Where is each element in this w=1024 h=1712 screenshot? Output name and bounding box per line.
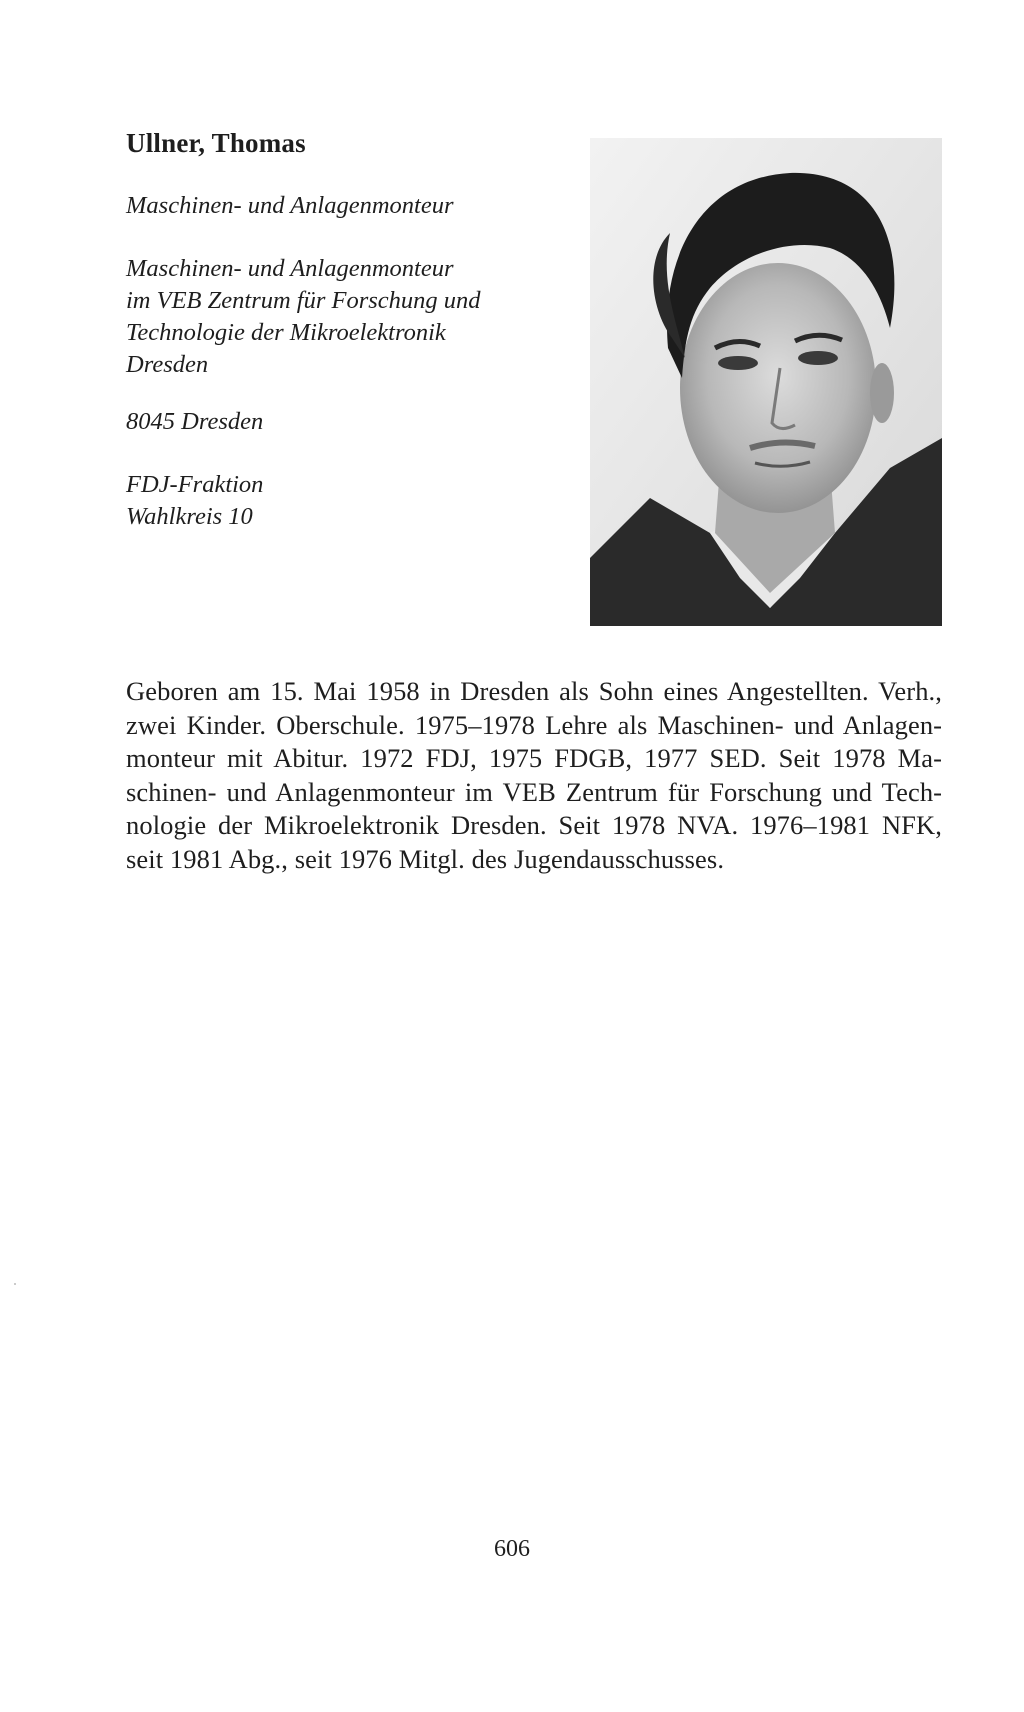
constituency: Wahlkreis 10 bbox=[126, 503, 253, 530]
employer-line: Maschinen- und Anlagenmonteur bbox=[126, 255, 454, 282]
occupation: Maschinen- und Anlagenmonteur bbox=[126, 192, 454, 219]
employer-line: im VEB Zentrum für Forschung und bbox=[126, 287, 481, 314]
scan-speck bbox=[14, 1283, 16, 1285]
employer bbox=[126, 253, 546, 381]
portrait-photo bbox=[590, 138, 942, 626]
biography: Geboren am 15. Mai 1958 in Dresden als Sohn eines Angestellten. Verh., zwei Kinder. Oberschule. 1975–1978 Lehre als Maschinen- und Anlagenmonteur mit Abitur. 1972 FDJ, 1975 FDGB, 1977 SED. Seit 1978 Maschinen- und Anlagenmonteur im VEB Zentrum für Forschung und Technologie der Mikroelektronik Dresden. Seit 1978 NVA. 1976–1981 NFK, seit 1981 Abg., seit 1976 Mitgl. des Jugendausschusses. bbox=[126, 676, 942, 874]
person-name: Ullner, Thomas bbox=[126, 128, 306, 158]
faction: FDJ-Fraktion bbox=[126, 471, 264, 498]
city: 8045 Dresden bbox=[126, 408, 264, 435]
faction-info bbox=[126, 469, 263, 533]
employer-line: Dresden bbox=[126, 351, 209, 378]
page-number: 606 bbox=[494, 1536, 530, 1562]
portrait-image bbox=[590, 138, 942, 626]
employer-line: Technologie der Mikroelektronik bbox=[126, 319, 446, 346]
